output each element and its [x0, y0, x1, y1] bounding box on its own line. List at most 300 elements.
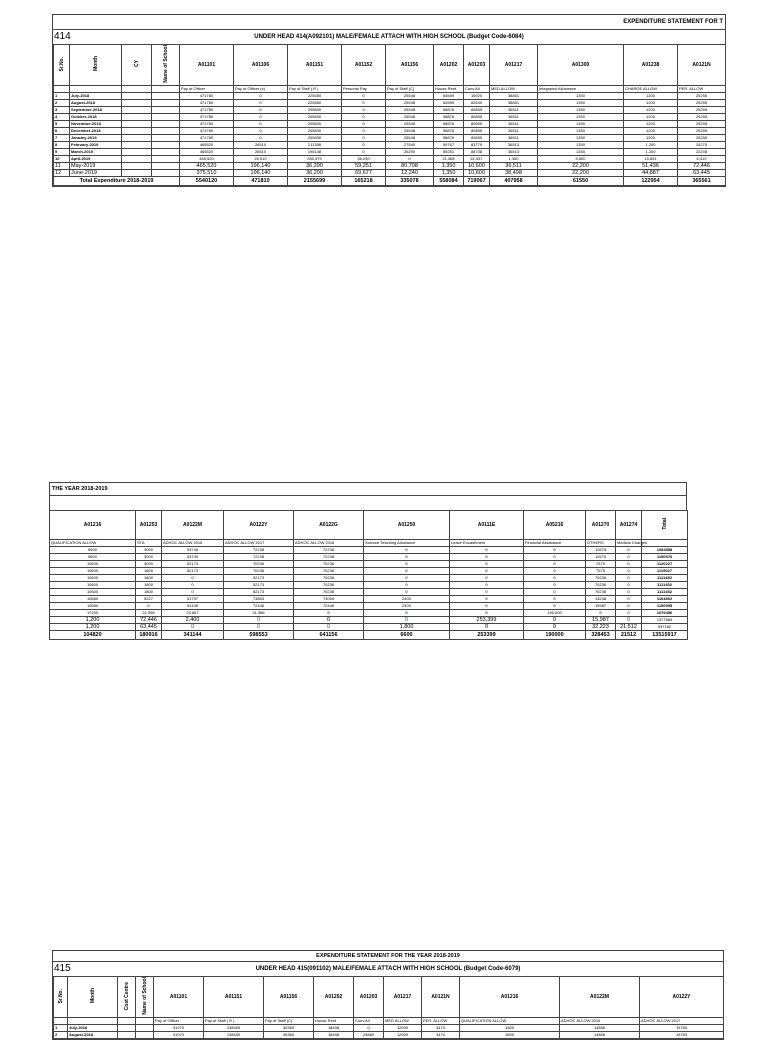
- table-cell: 0: [364, 547, 450, 554]
- table-cell: 2,400: [162, 617, 224, 624]
- column-header-label: Month: [92, 56, 99, 72]
- column-header: A01106: [234, 45, 288, 86]
- table-cell: 280,379: [288, 155, 342, 162]
- sub-header: Science Teaching Allowance: [364, 540, 450, 547]
- spacer: [49, 496, 687, 510]
- sub-header: Pay of Staff ( R ): [204, 1017, 264, 1024]
- table-cell: 25548: [386, 106, 434, 113]
- table-cell: 72,446: [136, 617, 162, 624]
- column-header: A01238: [624, 45, 678, 86]
- table-cell: 1350: [538, 141, 624, 148]
- table-cell: 72,446: [678, 162, 726, 169]
- table-cell: 25548: [386, 92, 434, 99]
- table-cell: 72238: [224, 554, 294, 561]
- table-row: [54, 99, 726, 106]
- table-cell: 36511: [490, 120, 538, 127]
- header-row: [54, 977, 724, 1018]
- total-cell: 61550: [538, 176, 624, 185]
- empty-cell: [122, 92, 152, 99]
- row-number: 9: [54, 148, 70, 155]
- total-cell: 165218: [342, 176, 386, 185]
- table-cell: 10600: [50, 568, 136, 575]
- row-number: 8: [54, 141, 70, 148]
- table-cell: 1,200: [50, 624, 136, 631]
- sub-header: Conv.All: [354, 1017, 384, 1024]
- total-cell: 598553: [224, 631, 294, 640]
- table-cell: 1150576: [642, 554, 688, 561]
- table-cell: 15,987: [586, 617, 616, 624]
- table-cell: 10600: [50, 561, 136, 568]
- table-cell: 0: [364, 575, 450, 582]
- sub-header: MED ALLOW: [384, 1017, 422, 1024]
- row-number: 7: [54, 134, 70, 141]
- column-header: A01152: [342, 45, 386, 86]
- table-row: [54, 141, 726, 148]
- table-cell: 25255: [678, 127, 726, 134]
- row-month: July-2018: [68, 1024, 118, 1031]
- empty-cell: [152, 113, 180, 120]
- empty-cell: [136, 1017, 154, 1024]
- table-cell: 70236: [224, 568, 294, 575]
- table-cell: 18498: [314, 1031, 354, 1038]
- column-header: A01217: [384, 977, 422, 1018]
- total-cell: 341144: [162, 631, 224, 640]
- expenditure-table-414: [52, 14, 726, 187]
- empty-cell: [68, 1017, 118, 1024]
- table-cell: 0: [234, 120, 288, 127]
- table-cell: 64559: [434, 92, 464, 99]
- table-cell: 70236: [224, 561, 294, 568]
- column-header: [122, 45, 152, 86]
- table-cell: 64559: [434, 99, 464, 106]
- table-cell: 3000: [136, 554, 162, 561]
- table-cell: 80855: [464, 134, 490, 141]
- table-cell: 0: [524, 603, 586, 610]
- table-row: [54, 155, 726, 162]
- table-cell: 1200: [624, 99, 678, 106]
- sub-header: House Rent: [434, 85, 464, 92]
- row-number: 11: [54, 162, 70, 169]
- table-cell: 15987: [586, 603, 616, 610]
- table-cell: 21,368: [434, 155, 464, 162]
- table-cell: 1,350: [490, 155, 538, 162]
- sub-header: Integrated Allowance: [538, 85, 624, 92]
- table-cell: 0: [364, 561, 450, 568]
- table-cell: 36511: [490, 134, 538, 141]
- table-cell: 0: [364, 617, 450, 624]
- table-cell: 73854: [224, 596, 294, 603]
- empty-cell: [122, 148, 152, 155]
- column-header: [136, 977, 154, 1018]
- table-cell: 36,290: [342, 155, 386, 162]
- table-cell: 1111452: [642, 582, 688, 589]
- table-cell: 0: [616, 589, 642, 596]
- table-cell: 80855: [464, 106, 490, 113]
- row-month: November-2018: [70, 120, 122, 127]
- table-cell: 465,520: [180, 155, 234, 162]
- table-cell: 83779: [464, 141, 490, 148]
- empty-cell: [152, 120, 180, 127]
- table-cell: 225650: [288, 92, 342, 99]
- table-cell: 0: [342, 106, 386, 113]
- sub-header: Conv.All: [464, 85, 490, 92]
- table-cell: 471780: [180, 120, 234, 127]
- total-cell: 180916: [136, 631, 162, 640]
- table-cell: 3470: [422, 1031, 460, 1038]
- sub-header: Leave Encashment: [450, 540, 524, 547]
- table-cell: 0: [364, 568, 450, 575]
- table-row: [50, 568, 688, 575]
- expenditure-table-415: [52, 950, 724, 1040]
- table-cell: 1200: [624, 134, 678, 141]
- table-cell: 12675: [586, 554, 616, 561]
- row-month: February-2019: [70, 141, 122, 148]
- table-cell: 0: [524, 624, 586, 631]
- table-cell: 1200: [624, 106, 678, 113]
- table-cell: 70236: [294, 575, 364, 582]
- table-cell: 0: [616, 596, 642, 603]
- table-cell: 80855: [464, 127, 490, 134]
- table-cell: 19783: [640, 1024, 724, 1031]
- table-cell: 19783: [640, 1031, 724, 1038]
- row-number: 5: [54, 120, 70, 127]
- table-cell: 1111452: [642, 589, 688, 596]
- table-cell: 25255: [678, 106, 726, 113]
- sub-header: Pay of Staff (C): [386, 85, 434, 92]
- table-cell: 10600: [50, 575, 136, 582]
- row-month: January-2019: [70, 134, 122, 141]
- empty-cell: [122, 141, 152, 148]
- row-month: September-2018: [70, 106, 122, 113]
- column-header: A01156: [264, 977, 314, 1018]
- table-cell: 471780: [180, 106, 234, 113]
- empty-cell: [136, 1024, 154, 1031]
- total-cell: 104820: [50, 631, 136, 640]
- sub-header: ADHOC ALLOW 2016: [560, 1017, 640, 1024]
- table-cell: 1200: [624, 113, 678, 120]
- total-cell: 328453: [586, 631, 616, 640]
- empty-cell: [152, 134, 180, 141]
- table-cell: 51,436: [624, 162, 678, 169]
- column-header: [642, 511, 688, 540]
- table-cell: 70236: [586, 582, 616, 589]
- sub-header: STA: [136, 540, 162, 547]
- table-row: [54, 1031, 724, 1038]
- table-row: [54, 148, 726, 155]
- column-header-label: Name of School: [141, 977, 148, 1015]
- table-row: [50, 610, 688, 617]
- table-cell: 31070: [154, 1024, 204, 1031]
- column-header: [54, 977, 68, 1018]
- row-number: 2: [54, 99, 70, 106]
- total-cell: 407958: [490, 176, 538, 185]
- row-number: 3: [54, 106, 70, 113]
- table-cell: 51436: [162, 603, 224, 610]
- sub-header: Pay of Staff ( R ): [288, 85, 342, 92]
- table-cell: 52173: [162, 568, 224, 575]
- column-header: [70, 45, 122, 86]
- sub-header: Financial Assistance: [524, 540, 586, 547]
- row-month: June-2019: [70, 169, 122, 176]
- sub-header: Medical Charges: [617, 540, 648, 545]
- table-cell: 471780: [180, 113, 234, 120]
- row-number: 4: [54, 113, 70, 120]
- table-row: [54, 120, 726, 127]
- empty-cell: [152, 106, 180, 113]
- header-row: [50, 511, 688, 540]
- column-header: A0121N: [678, 45, 726, 86]
- table-cell: 25255: [678, 92, 726, 99]
- table-cell: 0: [524, 575, 586, 582]
- sub-header: Pay of Officer: [154, 1017, 204, 1024]
- table-cell: 5227: [136, 596, 162, 603]
- table-cell: 36511: [490, 113, 538, 120]
- table-cell: 0: [136, 603, 162, 610]
- table-cell: 0: [524, 582, 586, 589]
- table-cell: 1084858: [642, 547, 688, 554]
- table-cell: 1350: [538, 92, 624, 99]
- sub-header: ADHOC ALLOW 2017: [640, 1017, 724, 1024]
- table-cell: 0: [342, 92, 386, 99]
- head-banner: [53, 29, 725, 44]
- table-cell: 52173: [162, 561, 224, 568]
- table-cell: 72238: [294, 547, 364, 554]
- table-cell: 5600: [50, 554, 136, 561]
- table-cell: 0: [162, 575, 224, 582]
- sub-header: Pay of Staff (C): [264, 1017, 314, 1024]
- table-cell: 59,251: [342, 162, 386, 169]
- table-cell: 0: [450, 547, 524, 554]
- column-header-label: Name of School: [162, 45, 169, 83]
- table-cell: 25548: [386, 120, 434, 127]
- table-cell: 0: [234, 127, 288, 134]
- table-cell: 72238: [224, 547, 294, 554]
- table-row: [50, 547, 688, 554]
- column-header: A0111E: [450, 511, 524, 540]
- row-number: 1: [54, 1024, 68, 1031]
- table-row: [54, 169, 726, 176]
- table-cell: 31,386: [224, 610, 294, 617]
- table-cell: 26,510: [234, 155, 288, 162]
- table-cell: 10680: [50, 603, 136, 610]
- table-cell: 1800: [136, 589, 162, 596]
- table-cell: 0: [162, 589, 224, 596]
- table-cell: 17200: [50, 610, 136, 617]
- table-cell: 25255: [678, 113, 726, 120]
- table-cell: 52173: [224, 582, 294, 589]
- table-cell: 72446: [224, 603, 294, 610]
- table-row: [54, 1024, 724, 1031]
- sub-header: CHARGE ALLOW: [624, 85, 678, 92]
- table-cell: 38851: [490, 92, 538, 99]
- table-cell: 3000: [136, 561, 162, 568]
- expenditure-table-continued: [49, 482, 687, 640]
- table-cell: 471780: [180, 134, 234, 141]
- total-cell: 641156: [294, 631, 364, 640]
- column-header: A01250: [364, 511, 450, 540]
- sub-header: Pay of Officer (s): [234, 85, 288, 92]
- table-cell: 1350: [538, 127, 624, 134]
- table-cell: 22,200: [538, 169, 624, 176]
- total-row: [50, 631, 688, 640]
- empty-cell: [122, 155, 152, 162]
- column-header: [54, 45, 70, 86]
- table-cell: 72446: [294, 603, 364, 610]
- column-header: A01253: [136, 511, 162, 540]
- sub-header: [642, 540, 688, 547]
- empty-cell: [122, 99, 152, 106]
- total-cell: 365561: [678, 176, 726, 185]
- head-banner-415: [53, 961, 723, 976]
- table-cell: 1350: [538, 113, 624, 120]
- table-cell: 80855: [464, 113, 490, 120]
- table-cell: 70236: [586, 589, 616, 596]
- empty-cell: [122, 120, 152, 127]
- table-cell: 58876: [434, 120, 464, 127]
- column-header-label: Month: [89, 988, 96, 1004]
- table-cell: 7575: [586, 568, 616, 575]
- table-cell: 70236: [586, 575, 616, 582]
- table-cell: 44,887: [624, 169, 678, 176]
- table-cell: 2400: [364, 603, 450, 610]
- column-header: A01270: [586, 511, 616, 540]
- row-month: October-2018: [70, 113, 122, 120]
- empty-cell: [152, 162, 180, 169]
- table-cell: 1800: [136, 582, 162, 589]
- row-number: 1: [54, 92, 70, 99]
- table-cell: 1111452: [642, 575, 688, 582]
- table-row: [50, 589, 688, 596]
- table-cell: 205830: [288, 120, 342, 127]
- table-cell: 80855: [464, 120, 490, 127]
- empty-cell: [70, 85, 122, 92]
- table-cell: 25255: [678, 99, 726, 106]
- sub-header-row: [54, 85, 726, 92]
- column-header-label: Sr.No.: [57, 988, 64, 1004]
- total-cell: 335078: [386, 176, 434, 185]
- empty-cell: [122, 134, 152, 141]
- total-cell: 190000: [524, 631, 586, 640]
- table-cell: 58876: [434, 134, 464, 141]
- column-header-label: CY: [133, 60, 140, 68]
- table-cell: 70236: [294, 589, 364, 596]
- table-cell: 0: [450, 561, 524, 568]
- total-cell: 471810: [234, 176, 288, 185]
- table-cell: 36513: [490, 141, 538, 148]
- table-cell: 70236: [294, 568, 364, 575]
- table-cell: 1,800: [364, 624, 450, 631]
- table-cell: 1076456: [642, 610, 688, 617]
- empty-cell: [152, 155, 180, 162]
- table-cell: 3000: [136, 547, 162, 554]
- empty-cell: [54, 1017, 68, 1024]
- table-cell: 26510: [234, 141, 288, 148]
- total-cell: 21512: [616, 631, 642, 640]
- column-header-label: Cost Centre: [123, 981, 130, 1011]
- table-cell: 30360: [264, 1031, 314, 1038]
- table-cell: 10600: [50, 589, 136, 596]
- column-header: A01101: [180, 45, 234, 86]
- empty-cell: [118, 1031, 136, 1038]
- column-header: A05216: [524, 511, 586, 540]
- column-header: [68, 977, 118, 1018]
- table-cell: 25548: [386, 134, 434, 141]
- total-cell: 6600: [364, 631, 450, 640]
- table-cell: 12000: [384, 1031, 422, 1038]
- sub-header-row: [50, 540, 688, 547]
- table-cell: 59767: [434, 141, 464, 148]
- table-cell: 0: [524, 547, 586, 554]
- column-header: A01274: [616, 511, 642, 540]
- table-cell: 1800: [460, 1031, 560, 1038]
- table-cell: 22208: [678, 148, 726, 155]
- table-cell: 0: [586, 610, 616, 617]
- table-cell: 196,140: [234, 162, 288, 169]
- table-cell: 72238: [294, 554, 364, 561]
- table-cell: 0: [450, 603, 524, 610]
- table-cell: 26510: [234, 148, 288, 155]
- table-row: [54, 113, 726, 120]
- table-cell: 0: [342, 134, 386, 141]
- table-cell: 0: [234, 113, 288, 120]
- table-cell: 30360: [264, 1024, 314, 1031]
- table-cell: 471780: [180, 99, 234, 106]
- table-cell: 465,520: [180, 162, 234, 169]
- table-cell: 0: [450, 582, 524, 589]
- table-cell: 190,000: [524, 610, 586, 617]
- table-cell: 0: [524, 554, 586, 561]
- table-cell: 12675: [586, 547, 616, 554]
- table-cell: 2400: [364, 596, 450, 603]
- table-cell: 26290: [386, 148, 434, 155]
- table-cell: 0: [616, 547, 642, 554]
- column-header: A0122Y: [224, 511, 294, 540]
- column-header: A01151: [204, 977, 264, 1018]
- table-cell: 0: [364, 610, 450, 617]
- statement-title: EXPENDITURE STATEMENT FOR T: [623, 19, 723, 25]
- table-row: [50, 617, 688, 624]
- table-row: [50, 624, 688, 631]
- table-cell: 0: [616, 561, 642, 568]
- column-header: [118, 977, 136, 1018]
- table-cell: 58876: [434, 127, 464, 134]
- table-cell: 205830: [288, 134, 342, 141]
- table-cell: 1,200: [624, 141, 678, 148]
- row-month: August-2018: [70, 99, 122, 106]
- head-code-415: 415: [54, 963, 71, 974]
- row-number: 10: [54, 155, 70, 162]
- table-cell: 70236: [294, 582, 364, 589]
- table-cell: 31070: [154, 1031, 204, 1038]
- table-cell: 58876: [434, 106, 464, 113]
- table-cell: 0: [234, 134, 288, 141]
- empty-cell: [152, 169, 180, 176]
- sub-header: OTHERS: [586, 540, 616, 547]
- column-header: A01202: [434, 45, 464, 86]
- table-cell: 0: [224, 617, 294, 624]
- table-cell: 52173: [224, 589, 294, 596]
- table-cell: 88708: [464, 148, 490, 155]
- total-cell: 558084: [434, 176, 464, 185]
- total-cell: 13515917: [642, 631, 688, 640]
- year-label: THE YEAR 2018-2019: [49, 482, 687, 496]
- table-cell: 3470: [422, 1024, 460, 1031]
- table-cell: 0: [234, 106, 288, 113]
- table-cell: 0: [616, 610, 642, 617]
- table-cell: 205830: [288, 113, 342, 120]
- table-cell: 18498: [314, 1024, 354, 1031]
- table-cell: 225650: [288, 99, 342, 106]
